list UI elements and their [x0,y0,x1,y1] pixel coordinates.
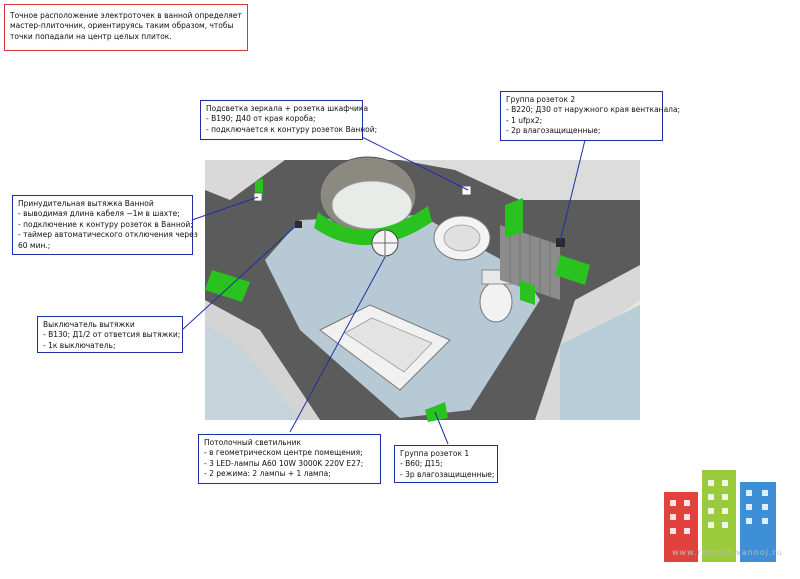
toilet [480,282,512,322]
note-line: - подключается к контуру розеток Ванной; [206,124,378,134]
note-line: - В60; Д15; [400,459,443,469]
ceiling-light-note [198,434,381,484]
vent-green-strip [505,198,523,238]
note-title: Группа розеток 2 [506,95,576,104]
note-line: - 3 LED-лампы А60 10W 3000K 220V E27; [204,458,364,468]
socket-group2-note [500,91,681,141]
note-title: Потолочный светильник [204,438,302,447]
note-title: Подсветка зеркала + розетка шкафчика [206,104,369,113]
note-title: Выключатель вытяжки [43,320,135,329]
note-line: - В190; Д40 от края короба; [206,114,316,124]
watermark: www.remont-vannoj.ru [672,548,783,557]
switch-marker [295,221,302,228]
intro-line: Точное расположение электроточек в ванной определяет [10,11,242,20]
shower-tray [332,181,412,229]
note-line: - в геометрическом центре помещения; [204,448,363,458]
note-line: - В220; Д30 от наружного края вентканала; [506,105,681,115]
note-line: - 3р влагозащищенные; [400,469,495,479]
sink-bowl [444,225,480,251]
note-title: Группа розеток 1 [400,449,470,458]
note-line: - подключение к контуру розеток в Ванной; [18,219,193,229]
note-title: Принудительная вытяжка Ванной [18,199,154,208]
note-line: - 2р влагозащищенные; [506,126,601,136]
note-line: - таймер автоматического отключения через [18,230,198,240]
intro-line: точки попадали на центр целых плиток. [10,31,172,41]
note-line: - 1к выключатель; [43,340,116,350]
exhaust-fan-note [12,195,198,255]
intro-note [4,4,248,51]
note-line: - выводимая длина кабеля ~1м в шахте; [18,209,180,219]
note-line: - 2 режима: 2 лампы + 1 лампа; [204,469,331,479]
note-line: 60 мин.; [18,240,51,250]
mirror-light-note [200,100,378,140]
note-line: - 1 ufpx2; [506,115,543,125]
intro-line: мастер-плиточник, ориентируясь таким образом, чтобы [10,21,234,31]
exhaust-switch-note [37,316,183,353]
note-line: - В130; Д1/2 от ответсия вытяжки; [43,330,181,340]
socket-group1-note [394,445,498,483]
